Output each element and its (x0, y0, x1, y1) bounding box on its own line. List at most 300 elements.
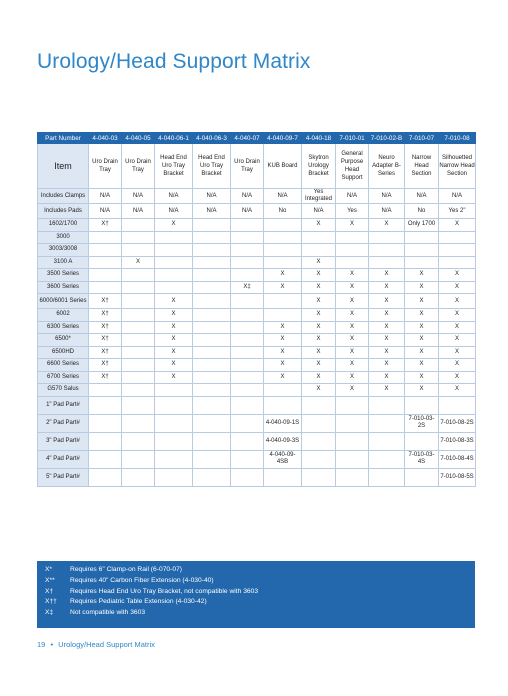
table-cell: X (439, 219, 476, 232)
row-label: 3000 (38, 231, 89, 244)
table-cell (336, 231, 369, 244)
table-cell (405, 396, 439, 414)
table-cell: X (369, 384, 405, 397)
table-cell: 4-040-09-4SB (264, 450, 302, 468)
table-cell (369, 231, 405, 244)
table-cell: X (336, 321, 369, 334)
table-cell (193, 384, 231, 397)
table-cell: X (302, 269, 336, 282)
table-row (38, 384, 476, 397)
table-cell (231, 450, 264, 468)
table-cell: X (336, 346, 369, 359)
table-row (38, 334, 476, 347)
table-cell: X (264, 346, 302, 359)
table-cell (193, 414, 231, 432)
row-label: 3003/3008 (38, 244, 89, 257)
table-cell (336, 432, 369, 450)
table-cell: X (405, 269, 439, 282)
table-row (38, 231, 476, 244)
table-row (38, 204, 476, 219)
table-row (38, 256, 476, 269)
table-cell (193, 231, 231, 244)
table-cell: X (369, 359, 405, 372)
table-cell (405, 256, 439, 269)
table-cell (302, 450, 336, 468)
table-cell: No (405, 204, 439, 219)
legend-item (45, 608, 467, 619)
table-cell: N/A (231, 189, 264, 204)
table-cell: X† (89, 334, 122, 347)
table-cell (155, 269, 193, 282)
table-cell: X† (89, 219, 122, 232)
table-cell (302, 396, 336, 414)
table-cell: 7-010-08-4S (439, 450, 476, 468)
table-cell (155, 256, 193, 269)
table-cell (155, 432, 193, 450)
legend-item (45, 565, 467, 576)
table-cell (231, 334, 264, 347)
table-cell: X (369, 219, 405, 232)
table-row (38, 219, 476, 232)
table-cell: X (302, 384, 336, 397)
table-cell (89, 384, 122, 397)
table-cell (231, 432, 264, 450)
row-label: 3" Pad Part# (38, 432, 89, 450)
legend-symbol: X** (45, 576, 55, 584)
footer-title: Urology/Head Support Matrix (58, 640, 155, 649)
table-cell (264, 294, 302, 309)
table-cell: X (302, 334, 336, 347)
part-number-header: 4-040-18 (302, 133, 336, 144)
table-cell: X (369, 281, 405, 294)
part-number-header: 4-040-07 (231, 133, 264, 144)
table-cell (369, 244, 405, 257)
part-number-header: 4-040-05 (122, 133, 155, 144)
table-cell: X (405, 321, 439, 334)
table-cell (155, 450, 193, 468)
table-cell: X† (89, 359, 122, 372)
legend-symbol: X† (45, 587, 54, 595)
table-cell: N/A (264, 189, 302, 204)
table-cell (122, 269, 155, 282)
table-cell: X (336, 384, 369, 397)
table-cell: X (302, 321, 336, 334)
table-cell: X (369, 346, 405, 359)
table-cell: 4-040-09-1S (264, 414, 302, 432)
table-row (38, 359, 476, 372)
table-cell: X† (89, 346, 122, 359)
legend (37, 561, 475, 628)
table-cell (155, 396, 193, 414)
part-number-header: 7-010-02-B (369, 133, 405, 144)
table-cell: X (302, 309, 336, 322)
table-cell: N/A (369, 189, 405, 204)
table-cell: X (405, 384, 439, 397)
table-cell (336, 396, 369, 414)
table-cell: X (155, 334, 193, 347)
table-cell (231, 414, 264, 432)
table-cell: N/A (193, 189, 231, 204)
table-cell: N/A (193, 204, 231, 219)
item-label: Item (38, 144, 89, 189)
legend-text: Not compatible with 3603 (70, 609, 146, 617)
table-cell: X (302, 219, 336, 232)
table-cell (302, 432, 336, 450)
table-cell (193, 334, 231, 347)
row-label: 6500HD (38, 346, 89, 359)
row-label: Includes Clamps (38, 189, 89, 204)
table-cell: N/A (231, 204, 264, 219)
table-cell: X (405, 281, 439, 294)
table-cell: X (302, 371, 336, 384)
table-cell: Yes 2" (439, 204, 476, 219)
table-cell: X (336, 269, 369, 282)
table-cell (193, 269, 231, 282)
table-row (38, 321, 476, 334)
table-cell (193, 346, 231, 359)
legend-text: Requires 6" Clamp-on Rail (6-070-07) (70, 566, 183, 573)
table-row (38, 309, 476, 322)
table-cell (155, 281, 193, 294)
table-row (38, 396, 476, 414)
table-cell (405, 244, 439, 257)
part-number-label: Part Number (38, 133, 89, 144)
table-cell: X (405, 294, 439, 309)
table-cell (231, 269, 264, 282)
table-cell: X (336, 219, 369, 232)
table-cell (264, 244, 302, 257)
table-cell (439, 256, 476, 269)
legend-text: Requires Pediatric Table Extension (4-030-42) (70, 598, 207, 606)
table-cell (89, 468, 122, 486)
item-row (38, 144, 476, 189)
table-row (38, 371, 476, 384)
table-row (38, 294, 476, 309)
table-cell: X (336, 371, 369, 384)
table-cell: X (439, 384, 476, 397)
table-cell: X (405, 309, 439, 322)
table-cell: X (405, 359, 439, 372)
table-cell: X (369, 371, 405, 384)
table-cell: X (302, 359, 336, 372)
table-cell (231, 219, 264, 232)
table-cell (302, 244, 336, 257)
table-cell (231, 321, 264, 334)
table-cell (122, 309, 155, 322)
table-cell: X (405, 371, 439, 384)
legend-text: Requires 40" Carbon Fiber Extension (4-030-40) (70, 576, 214, 584)
table-cell: X (369, 309, 405, 322)
part-number-header: 4-040-06-3 (193, 133, 231, 144)
table-cell: N/A (336, 189, 369, 204)
table-cell (369, 396, 405, 414)
footer-bullet: • (50, 640, 54, 649)
table-row (38, 414, 476, 432)
table-cell: X (264, 281, 302, 294)
table-cell (89, 256, 122, 269)
table-cell: N/A (122, 204, 155, 219)
table-row (38, 244, 476, 257)
table-cell: X (302, 346, 336, 359)
table-row (38, 450, 476, 468)
table-cell (439, 396, 476, 414)
table-cell (122, 346, 155, 359)
table-cell (122, 468, 155, 486)
table-cell: X (439, 309, 476, 322)
table-cell: 4-040-09-3S (264, 432, 302, 450)
table-cell (302, 414, 336, 432)
legend-item (45, 587, 467, 598)
table-cell: X (369, 294, 405, 309)
row-label: 3500 Series (38, 269, 89, 282)
row-label: 2" Pad Part# (38, 414, 89, 432)
table-cell (193, 359, 231, 372)
table-row (38, 281, 476, 294)
item-name-cell: Uro Drain Tray (231, 144, 264, 189)
row-label: 3100 A (38, 256, 89, 269)
table-cell: X (155, 371, 193, 384)
table-cell: N/A (155, 204, 193, 219)
table-cell: X (264, 321, 302, 334)
item-name-cell: Head End Uro Tray Bracket (193, 144, 231, 189)
table-cell (231, 346, 264, 359)
table-cell: X (336, 281, 369, 294)
table-cell (193, 396, 231, 414)
table-cell (155, 384, 193, 397)
item-name-cell: Head End Uro Tray Bracket (155, 144, 193, 189)
table-cell: X (336, 294, 369, 309)
row-label: 6000/6001 Series (38, 294, 89, 309)
table-cell: X (439, 294, 476, 309)
table-cell: X (369, 334, 405, 347)
table-cell: X (122, 256, 155, 269)
table-cell (231, 468, 264, 486)
table-cell (122, 450, 155, 468)
table-cell: N/A (405, 189, 439, 204)
table-cell (122, 294, 155, 309)
part-number-row (38, 133, 476, 144)
table-cell: X (264, 371, 302, 384)
table-cell (439, 244, 476, 257)
table-cell: 7-010-08-5S (439, 468, 476, 486)
table-row (38, 189, 476, 204)
table-cell (369, 432, 405, 450)
table-cell: X (155, 359, 193, 372)
table-cell: Yes Integrated (302, 189, 336, 204)
table-cell: N/A (155, 189, 193, 204)
table-cell (122, 432, 155, 450)
table-cell (405, 468, 439, 486)
table-cell (336, 256, 369, 269)
table-cell: 7-010-03-2S (405, 414, 439, 432)
table-cell: X (439, 359, 476, 372)
table-cell: N/A (302, 204, 336, 219)
table-cell (231, 371, 264, 384)
table-cell: X (264, 359, 302, 372)
table-cell (336, 468, 369, 486)
table-row (38, 468, 476, 486)
table-cell (122, 371, 155, 384)
legend-item (45, 597, 467, 608)
table-cell (193, 256, 231, 269)
part-number-header: 4-040-06-1 (155, 133, 193, 144)
table-cell (405, 432, 439, 450)
table-cell (122, 384, 155, 397)
table-cell (89, 281, 122, 294)
footer (37, 640, 155, 649)
legend-symbol: X* (45, 566, 53, 573)
table-cell: No (264, 204, 302, 219)
table-cell (369, 414, 405, 432)
table-cell (122, 414, 155, 432)
table-cell (193, 371, 231, 384)
table-cell: X (302, 281, 336, 294)
table-cell (264, 309, 302, 322)
part-number-header: 7-010-08 (439, 133, 476, 144)
table-cell: N/A (439, 189, 476, 204)
row-label: 1602/1700 (38, 219, 89, 232)
table-cell (122, 334, 155, 347)
table-cell (89, 450, 122, 468)
table-cell: X (302, 256, 336, 269)
table-cell: 7-010-08-2S (439, 414, 476, 432)
table-cell (193, 432, 231, 450)
table-cell: X (155, 309, 193, 322)
table-cell: N/A (89, 189, 122, 204)
table-cell (122, 359, 155, 372)
legend-text: Requires Head End Uro Tray Bracket, not compatible with 3603 (70, 587, 259, 595)
table-cell (155, 231, 193, 244)
item-name-cell: KUB Board (264, 144, 302, 189)
table-cell (89, 231, 122, 244)
table-cell (89, 244, 122, 257)
part-number-header: 7-010-07 (405, 133, 439, 144)
table-cell: N/A (122, 189, 155, 204)
table-cell (122, 244, 155, 257)
table-cell: X‡ (231, 281, 264, 294)
table-cell (302, 231, 336, 244)
table-cell (264, 219, 302, 232)
table-cell: X (439, 371, 476, 384)
table-cell (264, 384, 302, 397)
table-cell: Yes (336, 204, 369, 219)
table-cell (264, 231, 302, 244)
table-cell: X (405, 334, 439, 347)
table-row (38, 269, 476, 282)
table-cell: Only 1700 (405, 219, 439, 232)
table-cell (193, 468, 231, 486)
part-number-header: 4-040-09-7 (264, 133, 302, 144)
table-cell (122, 219, 155, 232)
table-cell (89, 396, 122, 414)
item-name-cell: Narrow Head Section (405, 144, 439, 189)
table-cell (369, 450, 405, 468)
row-label: 6002 (38, 309, 89, 322)
table-cell (369, 256, 405, 269)
row-label: 6300 Series (38, 321, 89, 334)
table-cell (193, 450, 231, 468)
table-cell (264, 468, 302, 486)
table-row (38, 346, 476, 359)
table-cell (302, 468, 336, 486)
table-cell: X (369, 269, 405, 282)
row-label: 6700 Series (38, 371, 89, 384)
table-cell: N/A (369, 204, 405, 219)
table-cell (336, 414, 369, 432)
table-cell: X† (89, 294, 122, 309)
table-cell: X (336, 359, 369, 372)
table-cell: X (439, 334, 476, 347)
table-cell (231, 309, 264, 322)
row-label: 1" Pad Part# (38, 396, 89, 414)
table-cell (264, 256, 302, 269)
item-name-cell: Neuro Adapter B-Series (369, 144, 405, 189)
row-label: 4" Pad Part# (38, 450, 89, 468)
table-cell: N/A (89, 204, 122, 219)
item-name-cell: Uro Drain Tray (89, 144, 122, 189)
table-cell: X (336, 334, 369, 347)
table-cell (336, 450, 369, 468)
table-cell: X (405, 346, 439, 359)
table-cell (193, 321, 231, 334)
table-cell: X† (89, 371, 122, 384)
table-cell (122, 281, 155, 294)
table-cell: X (155, 294, 193, 309)
item-name-cell: Uro Drain Tray (122, 144, 155, 189)
table-cell: 7-010-03-4S (405, 450, 439, 468)
table-cell (439, 231, 476, 244)
table-cell (193, 281, 231, 294)
table-cell: X (439, 346, 476, 359)
item-name-cell: General Purpose Head Support (336, 144, 369, 189)
page-number: 19 (37, 640, 46, 649)
table-cell (155, 414, 193, 432)
part-number-header: 4-040-03 (89, 133, 122, 144)
table-cell (155, 244, 193, 257)
table-cell (122, 231, 155, 244)
table-cell (193, 244, 231, 257)
table-cell (231, 396, 264, 414)
table-cell: X (369, 321, 405, 334)
table-cell (405, 231, 439, 244)
legend-symbol: X‡ (45, 609, 54, 617)
table-cell: X† (89, 309, 122, 322)
table-cell: X (302, 294, 336, 309)
table-cell: X (439, 269, 476, 282)
table-cell (231, 294, 264, 309)
support-matrix-table (37, 132, 476, 487)
table-cell (89, 269, 122, 282)
table-cell (231, 384, 264, 397)
table-cell (89, 414, 122, 432)
table-cell (193, 219, 231, 232)
row-label: 3600 Series (38, 281, 89, 294)
item-name-cell: Skytron Urology Bracket (302, 144, 336, 189)
table-cell (122, 396, 155, 414)
table-cell (122, 321, 155, 334)
legend-item (45, 576, 467, 587)
table-cell: X (155, 321, 193, 334)
table-cell (155, 468, 193, 486)
table-cell: X (439, 321, 476, 334)
part-number-header: 7-010-01 (336, 133, 369, 144)
matrix-body (38, 189, 476, 487)
table-row (38, 432, 476, 450)
table-cell: 7-010-08-3S (439, 432, 476, 450)
row-label: G570 Salus (38, 384, 89, 397)
table-cell (369, 468, 405, 486)
table-cell: X (264, 334, 302, 347)
